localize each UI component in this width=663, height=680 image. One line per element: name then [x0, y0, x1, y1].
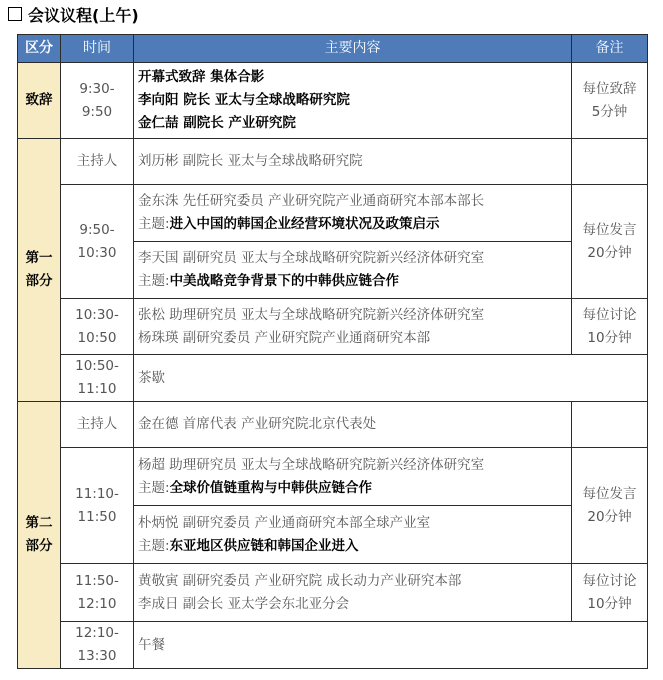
- category-cell: 第二 部分: [18, 402, 61, 669]
- header-note: 备注: [572, 35, 648, 63]
- discussant-cell: 张松 助理研究员 亚太与全球战略研究院新兴经济体研究室 杨珠瑛 副研究委员 产业研究院产业通商研究本部: [134, 299, 572, 355]
- note-cell: 每位致辞 5分钟: [572, 63, 648, 139]
- table-row: [18, 63, 648, 139]
- host-cell: 刘历彬 副院长 亚太与全球战略研究院: [134, 139, 572, 185]
- page-title: [8, 2, 139, 26]
- time-cell: 10:50- 11:10: [61, 355, 134, 402]
- note-cell: [572, 402, 648, 448]
- note-cell: [572, 139, 648, 185]
- lunch-cell: 午餐: [134, 622, 648, 669]
- speaker-cell: 金东洙 先任研究委员 产业研究院产业通商研究本部本部长 主题:进入中国的韩国企业经营环境状况及政策启示: [134, 185, 572, 242]
- table-row: [18, 299, 648, 355]
- header-time: 时间: [61, 35, 134, 63]
- header-category: 区分: [18, 35, 61, 63]
- time-cell: 11:10- 11:50: [61, 448, 134, 564]
- speaker-cell: 杨超 助理研究员 亚太与全球战略研究院新兴经济体研究室 主题:全球价值链重构与中韩供应链合作: [134, 448, 572, 506]
- agenda-table: [17, 34, 648, 669]
- content-cell: 开幕式致辞 集体合影 李向阳 院长 亚太与全球战略研究院 金仁喆 副院长 产业研究院: [134, 63, 572, 139]
- time-cell: 9:30- 9:50: [61, 63, 134, 139]
- category-cell: 第一 部分: [18, 139, 61, 402]
- time-cell: 12:10- 13:30: [61, 622, 134, 669]
- table-row: [18, 185, 648, 242]
- category-cell: 致辞: [18, 63, 61, 139]
- header-row: [18, 35, 648, 63]
- checkbox-square-icon: [8, 7, 22, 21]
- host-label-cell: 主持人: [61, 402, 134, 448]
- note-cell: 每位发言 20分钟: [572, 185, 648, 299]
- header-content: 主要内容: [134, 35, 572, 63]
- table-row: [18, 139, 648, 185]
- page-title-text: 会议议程(上午): [28, 5, 139, 25]
- table-row: [18, 564, 648, 622]
- time-cell: 11:50- 12:10: [61, 564, 134, 622]
- speaker-cell: 朴炳悦 副研究委员 产业通商研究本部全球产业室 主题:东亚地区供应链和韩国企业进入: [134, 506, 572, 564]
- host-label-cell: 主持人: [61, 139, 134, 185]
- table-row: [18, 622, 648, 669]
- host-cell: 金在德 首席代表 产业研究院北京代表处: [134, 402, 572, 448]
- speaker-cell: 李天国 副研究员 亚太与全球战略研究院新兴经济体研究室 主题:中美战略竞争背景下的中韩供应链合作: [134, 242, 572, 299]
- table-row: [18, 355, 648, 402]
- note-cell: 每位发言 20分钟: [572, 448, 648, 564]
- time-cell: 10:30- 10:50: [61, 299, 134, 355]
- table-row: [18, 402, 648, 448]
- table-row: [18, 448, 648, 506]
- note-cell: 每位讨论 10分钟: [572, 299, 648, 355]
- break-cell: 茶歇: [134, 355, 648, 402]
- note-cell: 每位讨论 10分钟: [572, 564, 648, 622]
- discussant-cell: 黄敬寅 副研究委员 产业研究院 成长动力产业研究本部 李成日 副会长 亚太学会东北亚分会: [134, 564, 572, 622]
- time-cell: 9:50- 10:30: [61, 185, 134, 299]
